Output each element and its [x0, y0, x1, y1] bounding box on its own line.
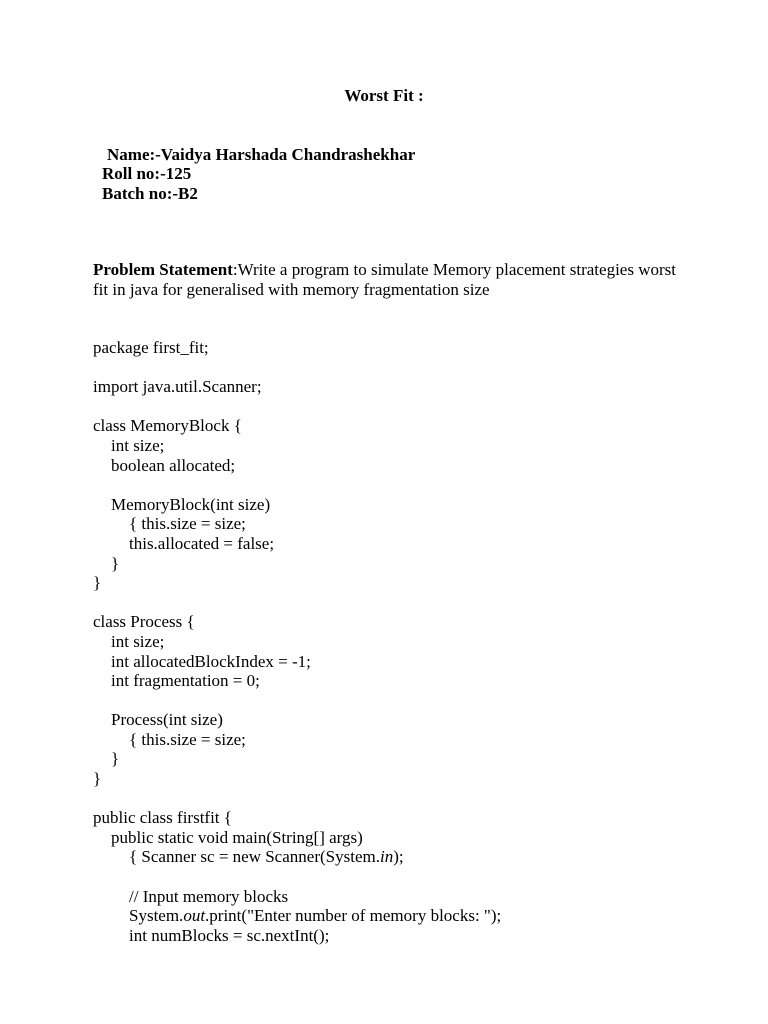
code-line: } [93, 769, 102, 789]
code-line: { this.size = size; [129, 514, 246, 534]
problem-statement-text: :Write a program to simulate Memory placement strategies worst fit in java for generalised with memory fragmentation size [93, 260, 676, 299]
code-line: boolean allocated; [111, 455, 236, 475]
code-line: int allocatedBlockIndex = -1; [111, 651, 311, 671]
code-line: int size; [111, 435, 165, 455]
code-blank-line [93, 397, 733, 417]
batch-number: Batch no:-B2 [102, 184, 198, 203]
code-line: import java.util.Scanner; [93, 377, 262, 397]
code-line: public static void main(String[] args) [111, 827, 363, 847]
code-line: { this.size = size; [129, 729, 246, 749]
code-line: int size; [111, 631, 165, 651]
code-line: } [111, 553, 120, 573]
code-line: package first_fit; [93, 338, 209, 357]
code-blank-line [93, 789, 733, 809]
code-line: // Input memory blocks [129, 886, 289, 906]
problem-statement-label: Problem Statement [93, 260, 233, 279]
code-blank-line [93, 593, 733, 613]
code-listing [93, 338, 733, 945]
problem-statement [93, 260, 693, 300]
code-line: MemoryBlock(int size) [111, 494, 271, 514]
code-text: { Scanner sc = new Scanner(System. [129, 847, 380, 867]
code-blank-line [93, 867, 733, 887]
code-text: ); [393, 847, 404, 867]
code-line: } [93, 573, 102, 593]
code-line [93, 847, 733, 867]
code-blank-line [93, 475, 733, 495]
code-line: Process(int size) [111, 710, 223, 730]
code-blank-line [93, 691, 733, 711]
code-line [93, 906, 733, 926]
code-line: int fragmentation = 0; [111, 671, 260, 691]
code-line: } [111, 749, 120, 769]
code-text: System. [129, 906, 184, 926]
code-line: int numBlocks = sc.nextInt(); [129, 925, 330, 945]
code-line: class Process { [93, 612, 195, 632]
roll-number: Roll no:-125 [102, 164, 192, 183]
code-line: class MemoryBlock { [93, 416, 242, 436]
student-name: Name:-Vaidya Harshada Chandrashekhar [107, 145, 416, 164]
code-line: this.allocated = false; [129, 533, 275, 553]
code-blank-line [93, 358, 733, 378]
code-text: .print("Enter number of memory blocks: "); [205, 906, 502, 926]
code-italic-text: out [183, 906, 206, 926]
code-line: public class firstfit { [93, 808, 232, 828]
code-italic-text: in [379, 847, 394, 867]
document-title: Worst Fit : [344, 86, 424, 105]
